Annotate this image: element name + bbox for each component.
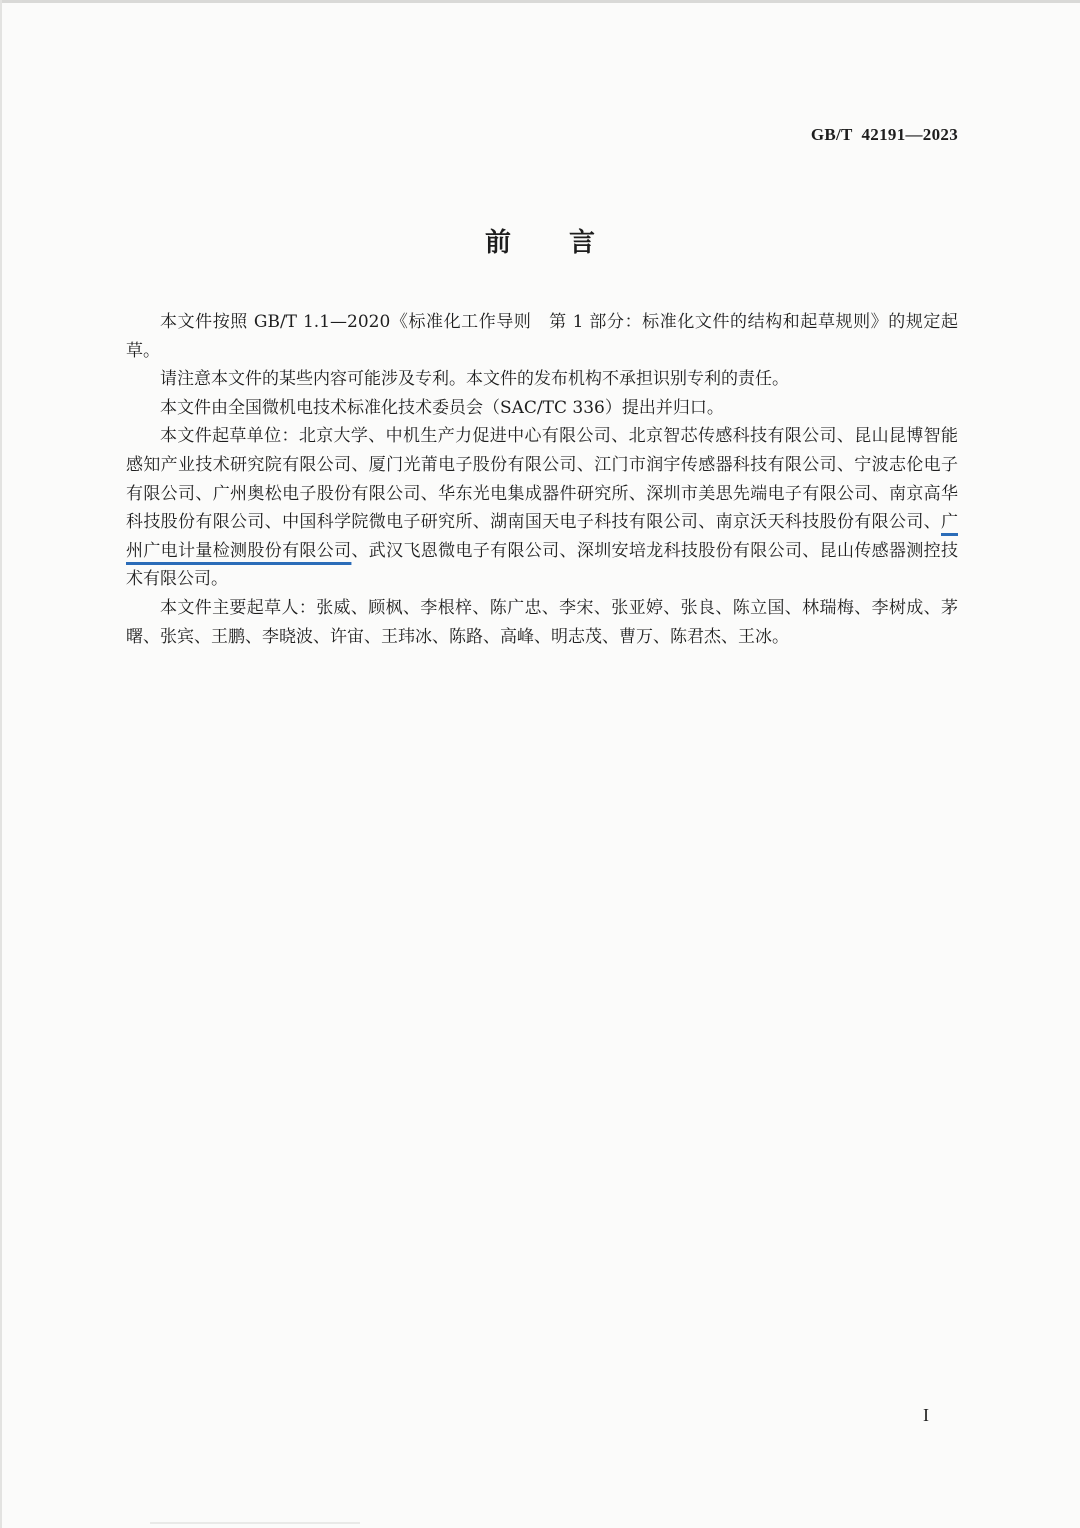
foreword-body	[126, 308, 958, 651]
scan-artifact	[150, 1522, 360, 1524]
paragraph-patent-notice: 请注意本文件的某些内容可能涉及专利。本文件的发布机构不承担识别专利的责任。	[160, 369, 789, 390]
standard-number: GB/T 42191—2023	[810, 125, 958, 144]
drafting-units-text-continued: 、武汉飞恩微电子有限公司、深圳安培龙科技股份有限公司、昆山传感器测控技术有限公司。	[126, 540, 959, 590]
paragraph-drafting-rules: 本文件按照 GB/T 1.1—2020《标准化工作导则 第 1 部分：标准化文件的结构和起草规则》的规定起草。	[126, 312, 958, 361]
paragraph-committee: 本文件由全国微机电技术标准化技术委员会（SAC/TC 336）提出并归口。	[160, 397, 724, 418]
page-number: I	[923, 1405, 929, 1425]
drafting-units-text: 本文件起草单位：北京大学、中机生产力促进中心有限公司、北京智芯传感科技有限公司、昆山昆博智能感知产业技术研究院有限公司、厦门光莆电子股份有限公司、江门市润宇传感器科技有限公司、宁波志伦电子有限公司、广州奥松电子股份有限公司、华东光电集成器件研究所、深圳市美思先端电子有限公司、南京高华科技股份有限公司、中国科学院微电子研究所、湖南国天电子科技有限公司、南京沃天科技股份有限公司、	[126, 426, 958, 533]
page-title: 前言	[484, 228, 653, 258]
scan-edge-top	[0, 0, 1080, 3]
paragraph-drafting-units	[126, 422, 958, 594]
paragraph-drafters: 本文件主要起草人：张威、顾枫、李根梓、陈广忠、李宋、张亚婷、张良、陈立国、林瑞梅、李树成、茅曙、张宾、王鹏、李晓波、许宙、王玮冰、陈路、高峰、明志茂、曹万、陈君杰、王冰。	[126, 597, 958, 647]
highlighted-company: 广州广电计量检测股份有限公司	[126, 512, 958, 561]
